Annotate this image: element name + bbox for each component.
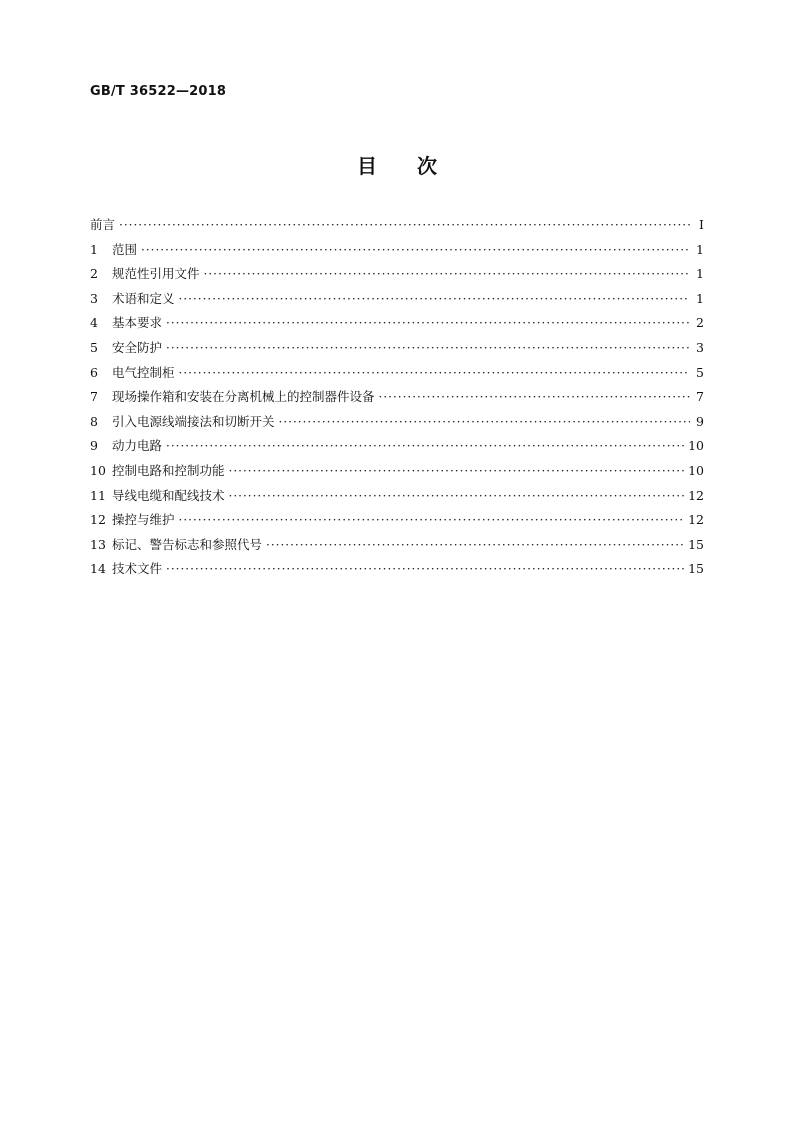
toc-leader: [166, 316, 690, 330]
toc-leader: [166, 341, 690, 355]
toc-entry-page: 1: [696, 241, 704, 257]
toc-entry-page: 3: [696, 339, 704, 355]
toc-entry-page: 1: [696, 266, 704, 282]
toc-entry-number: 10: [90, 462, 106, 478]
toc-leader: [141, 243, 690, 257]
toc-entry-number: 2: [90, 266, 98, 282]
title-char-left: 目: [357, 154, 377, 178]
toc-leader: [179, 513, 685, 527]
toc-leader: [166, 562, 684, 576]
toc-entry-label: 规范性引用文件: [112, 266, 200, 282]
toc-entry-page: 10: [688, 438, 704, 454]
toc-entry[interactable]: [90, 240, 704, 265]
toc-entry[interactable]: [90, 313, 704, 338]
toc-entry-number: 11: [90, 487, 106, 503]
toc-entry-number: 5: [90, 339, 98, 355]
toc-entry-number: 4: [90, 315, 98, 331]
toc-entry[interactable]: [90, 461, 704, 486]
title-char-right: 次: [417, 154, 437, 178]
toc-entry-label: 动力电路: [112, 438, 163, 454]
toc-entry-label: 导线电缆和配线技术: [112, 487, 225, 503]
toc-leader: [279, 415, 690, 429]
toc-entry-page: 1: [696, 290, 704, 306]
toc-entry-page: 5: [696, 364, 704, 380]
toc-entry-label: 现场操作箱和安装在分离机械上的控制器件设备: [112, 389, 375, 405]
toc-entry-page: 12: [688, 512, 704, 528]
toc-entry-label: 引入电源线端接法和切断开关: [112, 413, 275, 429]
toc-entry-number: 6: [90, 364, 98, 380]
toc-entry-number: 13: [90, 536, 106, 552]
toc-entry-page: Ⅰ: [699, 217, 704, 232]
toc-leader: [229, 489, 685, 503]
toc-entry[interactable]: [90, 289, 704, 314]
toc-leader: [379, 390, 690, 404]
toc-leader: [266, 538, 684, 552]
toc-entry[interactable]: [90, 412, 704, 437]
toc-entry-label: 操控与维护: [112, 512, 175, 528]
toc-entry-page: 15: [688, 561, 704, 577]
toc-entry[interactable]: [90, 486, 704, 511]
toc-leader: [166, 439, 684, 453]
toc-entry-label: 技术文件: [112, 561, 163, 577]
toc-entry-label: 术语和定义: [112, 290, 175, 306]
toc-entry[interactable]: [90, 559, 704, 584]
toc-entry[interactable]: [90, 510, 704, 535]
toc-entry-page: 10: [688, 462, 704, 478]
toc-entry-label: 前言: [90, 217, 116, 232]
toc-entry-number: 12: [90, 512, 106, 528]
toc-entry[interactable]: [90, 535, 704, 560]
toc-leader: [119, 218, 690, 232]
table-of-contents: [90, 215, 704, 584]
toc-entry-page: 2: [696, 315, 704, 331]
toc-entry-label: 范围: [112, 241, 138, 257]
toc-entry-number: 9: [90, 438, 98, 454]
page-title: [0, 150, 794, 179]
toc-entry-label: 基本要求: [112, 315, 163, 331]
toc-entry-page: 12: [688, 487, 704, 503]
toc-entry-label: 电气控制柜: [112, 364, 175, 380]
toc-entry-number: 1: [90, 241, 98, 257]
toc-entry[interactable]: [90, 338, 704, 363]
toc-entry-label: 安全防护: [112, 339, 163, 355]
toc-entry-page: 15: [688, 536, 704, 552]
toc-leader: [179, 366, 690, 380]
toc-entry-label: 控制电路和控制功能: [112, 462, 225, 478]
toc-entry[interactable]: [90, 436, 704, 461]
toc-entry-number: 14: [90, 561, 106, 577]
toc-entry-page: 9: [696, 413, 704, 429]
toc-entry-number: 3: [90, 290, 98, 306]
toc-entry[interactable]: [90, 264, 704, 289]
toc-entry[interactable]: [90, 363, 704, 388]
toc-entry-label: 标记、警告标志和参照代号: [112, 536, 263, 552]
toc-leader: [229, 464, 685, 478]
standard-code: GB/T 36522—2018: [90, 84, 227, 99]
toc-entry[interactable]: [90, 215, 704, 240]
toc-leader: [179, 292, 690, 306]
toc-entry-number: 7: [90, 389, 98, 405]
toc-leader: [204, 267, 690, 281]
toc-entry[interactable]: [90, 387, 704, 412]
toc-entry-page: 7: [696, 389, 704, 405]
toc-entry-number: 8: [90, 413, 98, 429]
